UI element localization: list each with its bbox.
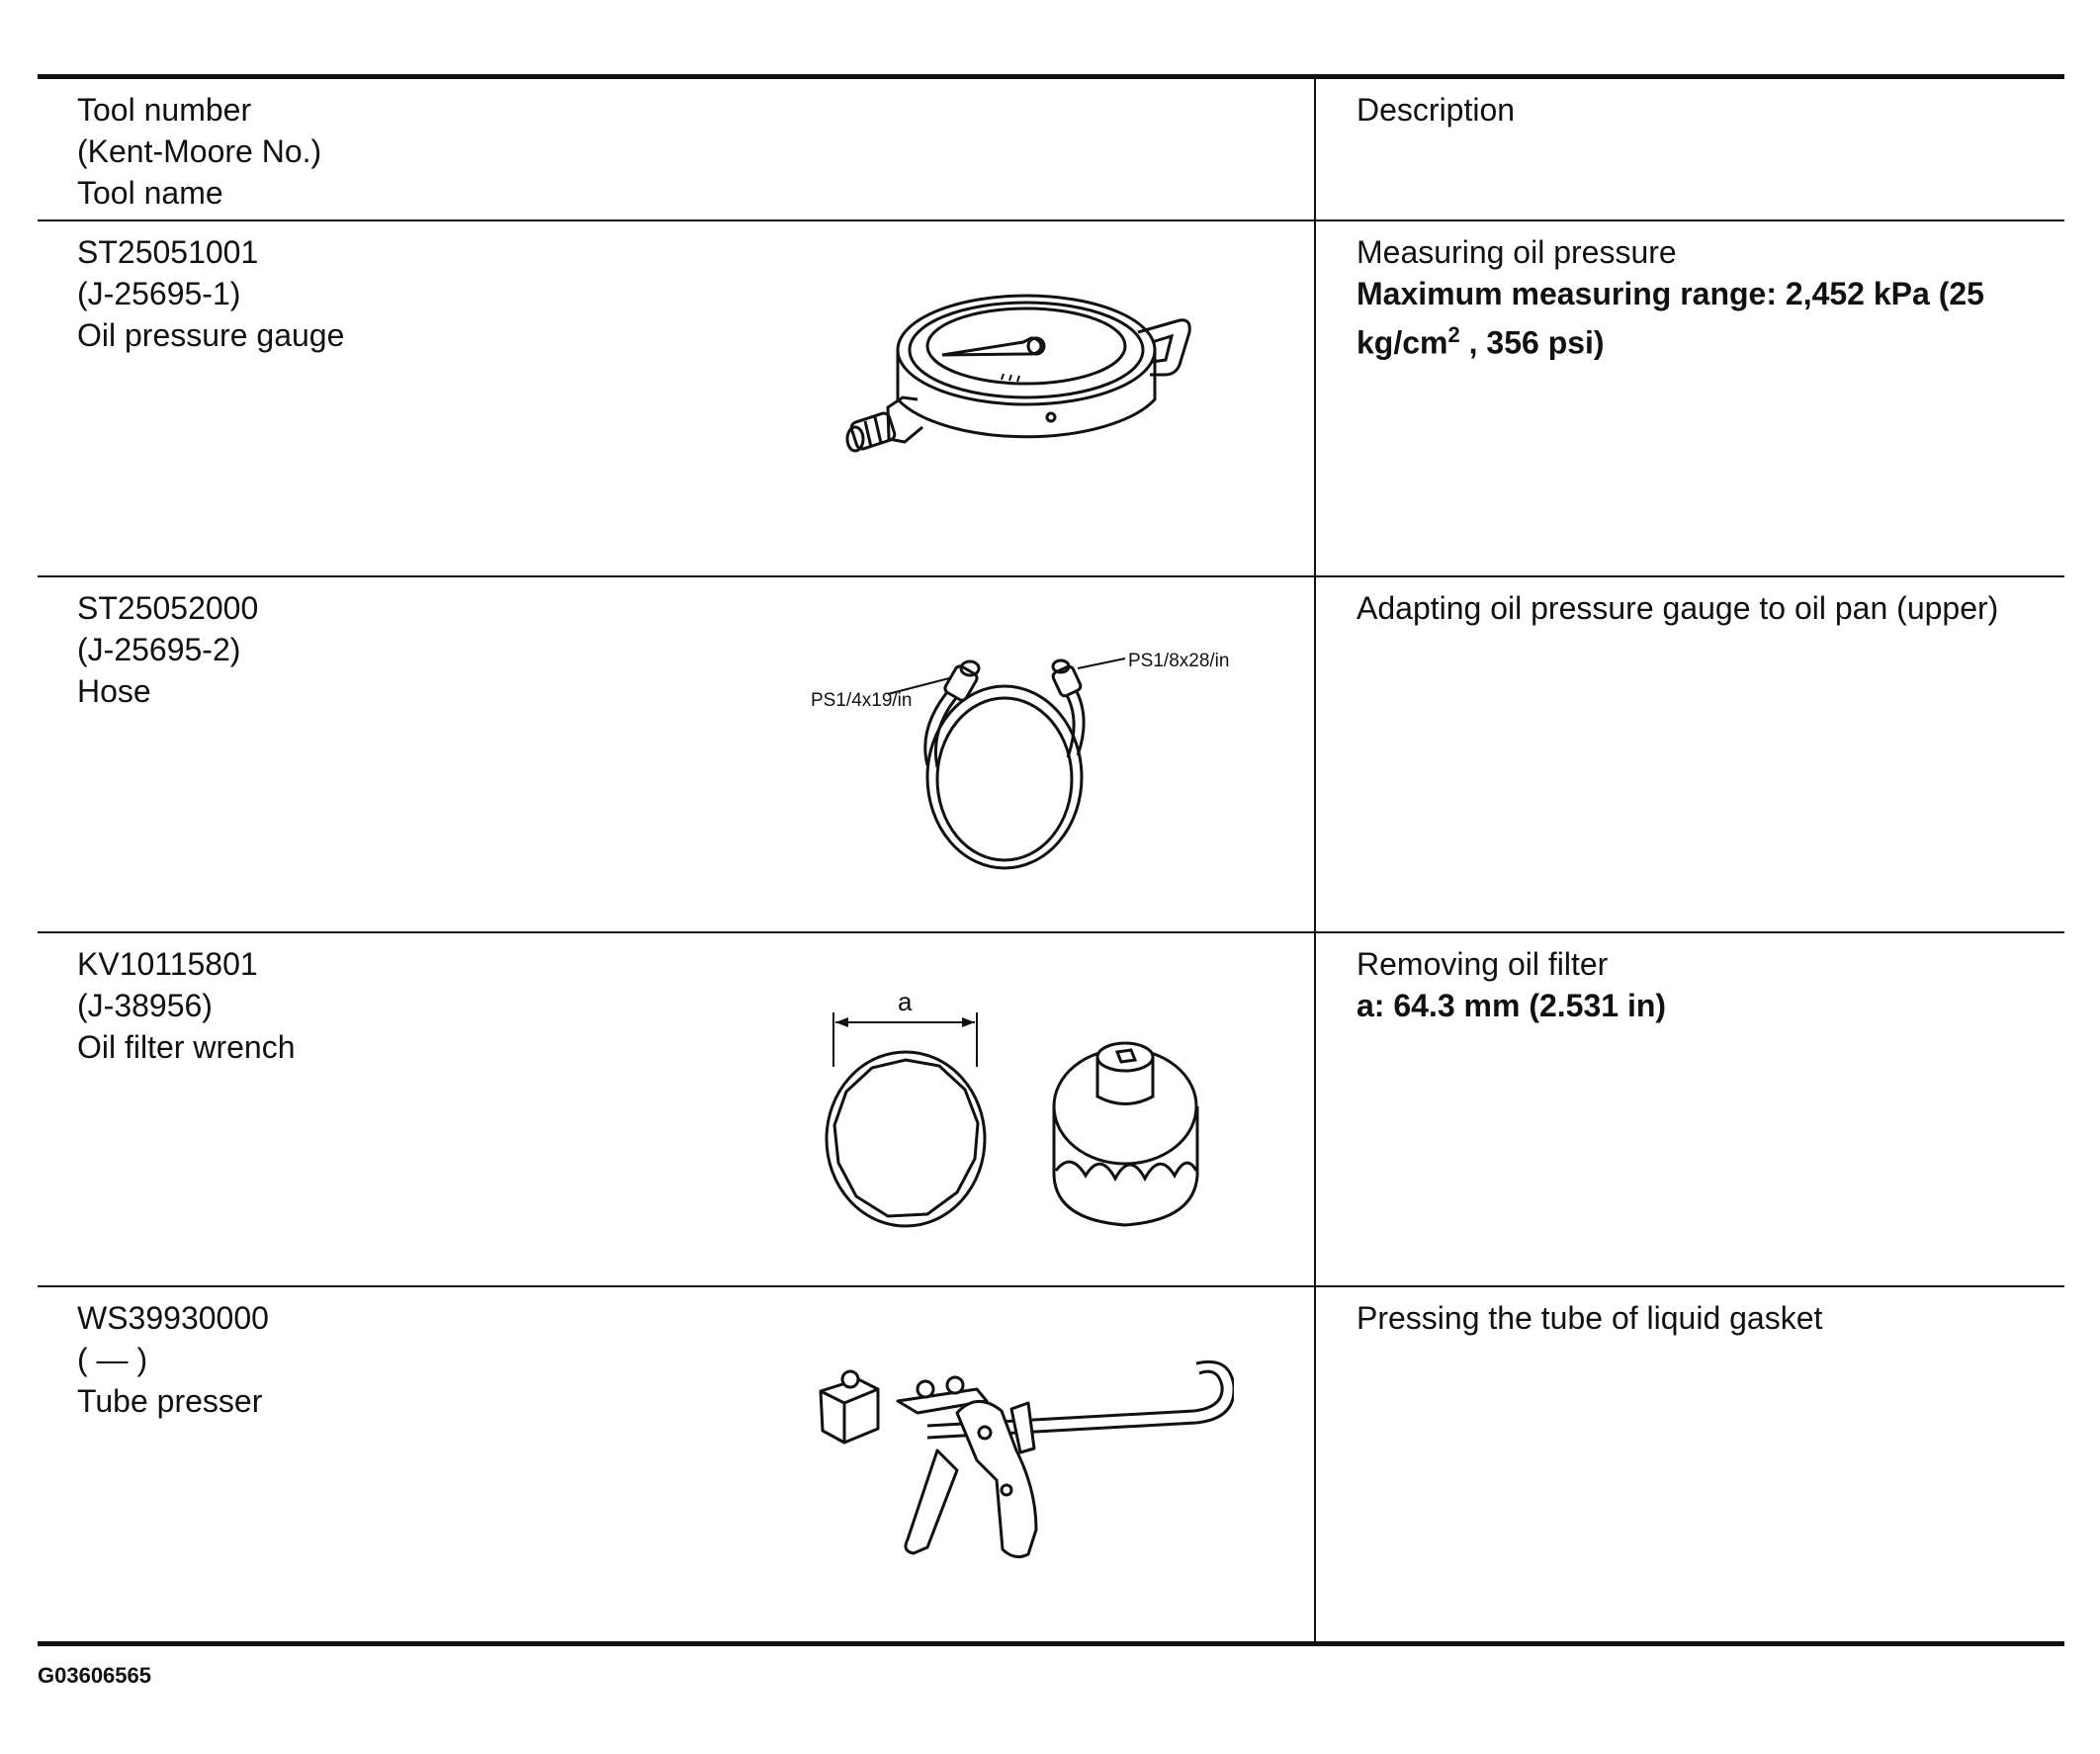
kent-moore-number: ( — ) — [77, 1342, 148, 1377]
tool-info — [77, 943, 296, 1068]
hose-icon — [759, 647, 1293, 884]
spec-text — [1356, 273, 2049, 364]
tool-info — [77, 587, 258, 712]
description-text: Adapting oil pressure gauge to oil pan (upper) — [1356, 590, 1999, 626]
header-tool-name: Tool name — [77, 175, 223, 211]
tool-name: Oil pressure gauge — [77, 317, 345, 353]
header-tool-number: Tool number — [77, 92, 252, 128]
description-text: Pressing the tube of liquid gasket — [1356, 1300, 1823, 1336]
figure-id: G03606565 — [38, 1663, 151, 1688]
tool-number: ST25052000 — [77, 590, 259, 626]
tool-name: Oil filter wrench — [77, 1029, 296, 1065]
description-text: Measuring oil pressure — [1356, 234, 1677, 270]
spec-suffix: , 356 psi) — [1459, 324, 1605, 361]
table-row — [38, 577, 2064, 931]
tool-number: WS39930000 — [77, 1300, 269, 1336]
tool-description — [1356, 231, 2049, 364]
tool-description — [1356, 587, 2049, 629]
tool-number: ST25051001 — [77, 234, 259, 270]
table-bottom-rule — [38, 1641, 2064, 1646]
tool-name: Tube presser — [77, 1383, 263, 1419]
tool-number: KV10115801 — [77, 946, 258, 982]
hose-label-left: PS1/4x19/in — [811, 690, 913, 711]
table-row — [38, 1287, 2064, 1641]
oil-pressure-gauge-icon — [843, 281, 1199, 488]
kent-moore-number: (J-25695-2) — [77, 632, 241, 667]
table-row — [38, 221, 2064, 575]
header-kent-moore: (Kent-Moore No.) — [77, 133, 322, 169]
kent-moore-number: (J-25695-1) — [77, 276, 241, 311]
tool-name: Hose — [77, 673, 151, 709]
header-left — [77, 89, 321, 214]
kent-moore-number: (J-38956) — [77, 988, 213, 1023]
header-right — [1356, 89, 2049, 131]
tube-presser-icon — [809, 1342, 1234, 1589]
tool-description — [1356, 943, 2049, 1026]
hose-label-right: PS1/8x28/in — [1128, 651, 1230, 671]
tool-info — [77, 1297, 269, 1422]
spec-prefix: Maximum measuring range: 2,452 kPa (25 kg/cm — [1356, 276, 1984, 361]
tool-info — [77, 231, 344, 356]
header-description: Description — [1356, 92, 1516, 128]
table-header-row — [38, 79, 2064, 227]
description-text: Removing oil filter — [1356, 946, 1609, 982]
spec-superscript: 2 — [1447, 322, 1460, 347]
tool-description — [1356, 1297, 2049, 1339]
dimension-label: a — [898, 987, 913, 1016]
oil-filter-wrench-icon — [789, 973, 1244, 1240]
table-row — [38, 933, 2064, 1285]
spec-text: a: 64.3 mm (2.531 in) — [1356, 988, 1667, 1023]
